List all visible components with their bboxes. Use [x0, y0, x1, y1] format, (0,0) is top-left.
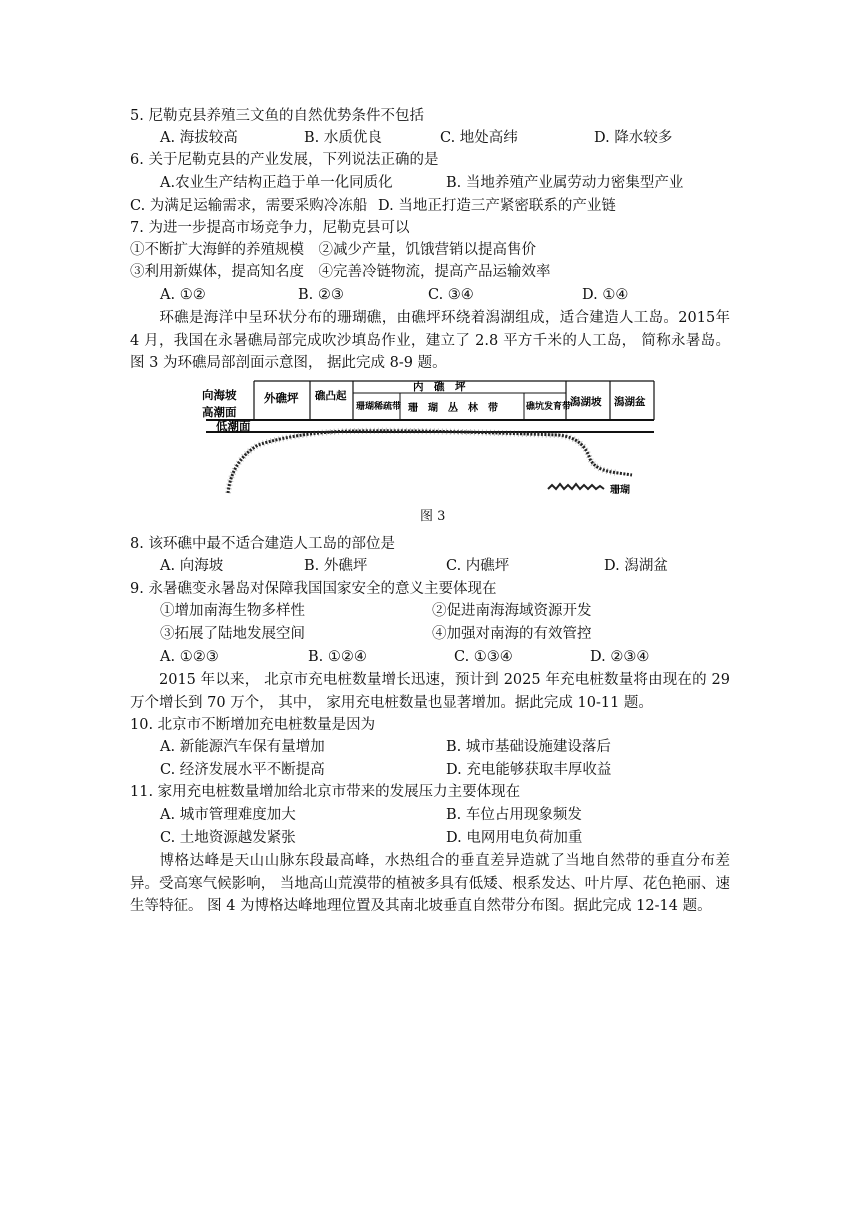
q9-item-3: ③拓展了陆地发展空间: [160, 626, 305, 642]
label-reef-ridge: 礁凸起: [315, 390, 347, 402]
q11-option-b: B. 车位占用现象频发: [446, 807, 582, 823]
q9-item-4: ④加强对南海的有效管控: [432, 626, 592, 642]
q7-items-line2: ③利用新媒体，提高知名度 ④完善冷链物流，提高产品运输效率: [130, 264, 551, 280]
q7-items-line1: ①不断扩大海鲜的养殖规模 ②减少产量，饥饿营销以提高售价: [130, 242, 536, 258]
q6-option-d: D. 当地正打造三产紧密联系的产业链: [378, 198, 616, 214]
passage-atoll: [130, 307, 730, 375]
label-lagoon-basin: 潟湖盆: [614, 396, 646, 408]
q7-option-c: C. ③④: [428, 287, 474, 303]
q10-option-b: B. 城市基础设施建设落后: [446, 739, 611, 755]
label-inner-reef-flat: 内 礁 坪: [413, 381, 466, 393]
q11-option-a: A. 城市管理难度加大: [160, 807, 296, 823]
lagoon-coral-patch: [548, 484, 604, 489]
label-coral-forest-zone: 珊 瑚 丛 林 带: [408, 403, 498, 414]
q10-stem: 10. 北京市不断增加充电桩数量是因为: [130, 717, 376, 733]
q9-stem: 9. 永暑礁变永暑岛对保障我国国家安全的意义主要体现在: [130, 581, 497, 597]
q5-option-c: C. 地处高纬: [440, 130, 518, 146]
q9-option-c: C. ①③④: [454, 649, 513, 665]
label-reef-pit-zone: 礁坑发育带: [526, 402, 572, 412]
figure3-caption: 图 3: [420, 509, 446, 524]
atoll-profile-figure: [198, 375, 658, 505]
q7-option-d: D. ①④: [582, 287, 629, 303]
q11-option-d: D. 电网用电负荷加重: [446, 830, 583, 846]
q6-option-b: B. 当地养殖产业属劳动力密集型产业: [446, 175, 684, 191]
passage-bogda: [130, 850, 730, 918]
q11-stem: 11. 家用充电桩数量增加给北京市带来的发展压力主要体现在: [130, 784, 521, 800]
reef-profile-line: [228, 431, 632, 493]
q8-option-b: B. 外礁坪: [304, 558, 368, 574]
q8-option-d: D. 潟湖盆: [604, 558, 668, 574]
q5-option-b: B. 水质优良: [304, 130, 382, 146]
label-lagoon-slope: 潟湖坡: [570, 396, 602, 408]
passage-charging: [130, 669, 730, 714]
q11-option-c: C. 土地资源越发紧张: [160, 830, 296, 846]
q8-stem: 8. 该环礁中最不适合建造人工岛的部位是: [130, 536, 395, 552]
q7-stem: 7. 为进一步提高市场竞争力，尼勒克县可以: [130, 220, 410, 236]
passage-atoll-text: 环礁是海洋中呈环状分布的珊瑚礁，由礁坪环绕着潟湖组成，适合建造人工岛。2015年 4 月，我国在永暑礁局部完成吹沙填岛作业，建立了 2.8 平方千米的人工岛， 简称永暑岛。 图 3 为环礁局部剖面示意图， 据此完成 8-9 题。: [130, 310, 730, 371]
passage-bogda-text: 博格达峰是天山山脉东段最高峰，水热组合的垂直差异造就了当地自然带的垂直分布差异。受高寒气候影响， 当地高山荒漠带的植被多具有低矮、根系发达、叶片厚、花色艳丽、速生等特征。 图 4 为博格达峰地理位置及其南北坡垂直自然带分布图。据此完成 12-14 题。: [130, 853, 730, 914]
q5-option-d: D. 降水较多: [594, 130, 673, 146]
q6-option-c: C. 为满足运输需求，需要采购冷冻船: [130, 198, 368, 214]
q6-option-a: A.农业生产结构正趋于单一化同质化: [160, 175, 393, 191]
q9-option-d: D. ②③④: [590, 649, 650, 665]
q5-stem: 5. 尼勒克县养殖三文鱼的自然优势条件不包括: [130, 108, 424, 124]
label-sparse-coral-zone: 珊瑚稀疏带: [356, 402, 402, 412]
q9-option-a: A. ①②③: [160, 649, 219, 665]
label-outer-reef-flat: 外礁坪: [264, 391, 299, 405]
label-high-tide: 高潮面: [202, 405, 237, 419]
label-seaward-slope: 向海坡: [202, 388, 237, 402]
label-low-tide: 低潮面: [216, 419, 251, 433]
q9-item-2: ②促进南海海域资源开发: [432, 603, 592, 619]
q5-option-a: A. 海拔较高: [160, 130, 238, 146]
q10-option-a: A. 新能源汽车保有量增加: [160, 739, 325, 755]
label-coral: 珊瑚: [610, 485, 630, 496]
q7-option-a: A. ①②: [160, 287, 206, 303]
q10-option-d: D. 充电能够获取丰厚收益: [446, 762, 612, 778]
q7-option-b: B. ②③: [298, 287, 344, 303]
q9-option-b: B. ①②④: [308, 649, 367, 665]
passage-charging-text: 2015 年以来， 北京市充电桩数量增长迅速，预计到 2025 年充电桩数量将由现在的 29 万个增长到 70 万个， 其中， 家用充电桩数量也显著增加。据此完成 10-11 题。: [130, 672, 730, 711]
q6-stem: 6. 关于尼勒克县的产业发展，下列说法正确的是: [130, 152, 439, 168]
q8-option-c: C. 内礁坪: [446, 558, 510, 574]
q8-option-a: A. 向海坡: [160, 558, 224, 574]
q10-option-c: C. 经济发展水平不断提高: [160, 762, 325, 778]
q9-item-1: ①增加南海生物多样性: [160, 603, 305, 619]
